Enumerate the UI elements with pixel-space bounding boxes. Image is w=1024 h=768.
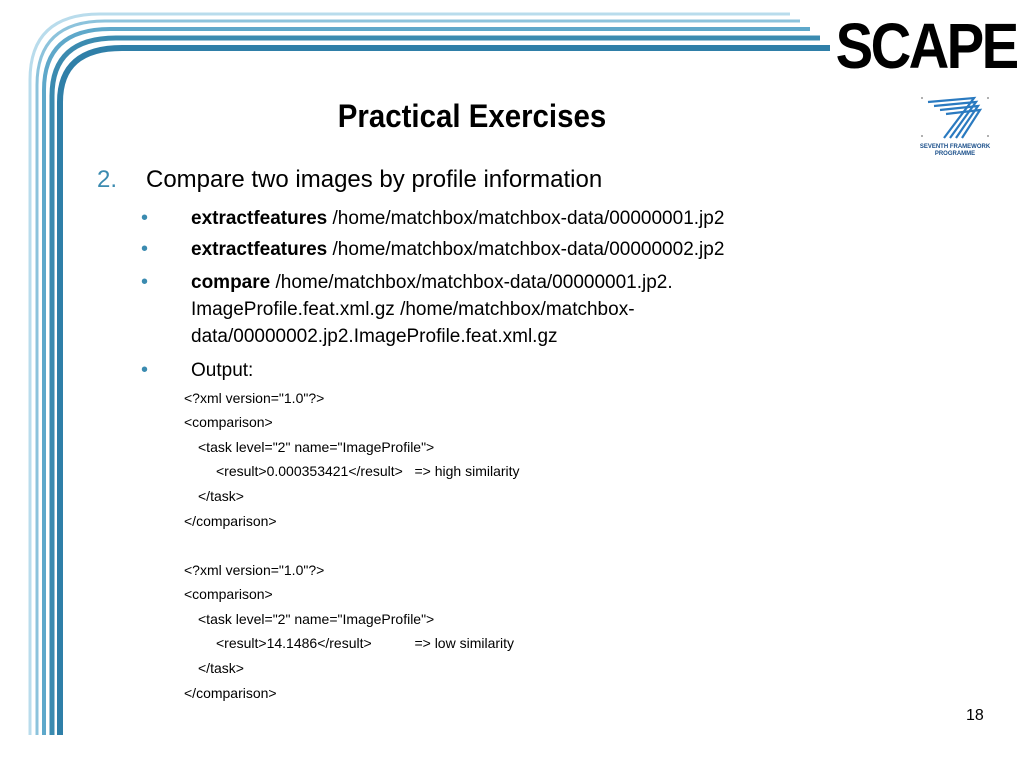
item-number: 2.: [97, 166, 118, 193]
command-args: /home/matchbox/matchbox-data/00000001.jp2: [327, 208, 725, 229]
code-line: </comparison>: [184, 513, 277, 529]
code-line: </comparison>: [184, 685, 277, 701]
bullet-icon: •: [141, 238, 149, 260]
code-line: <task level="2" name="ImageProfile">: [198, 611, 435, 627]
code-line: </task>: [198, 660, 244, 676]
code-line: </task>: [198, 488, 244, 504]
numbered-item: [97, 166, 602, 194]
fp7-line1: SEVENTH FRAMEWORK: [919, 144, 991, 150]
command-args-line2: ImageProfile.feat.xml.gz /home/matchbox/matchbox-: [191, 299, 635, 320]
arc-5: [60, 48, 830, 735]
bullet-icon: •: [141, 207, 149, 229]
scape-logo: SCAPE: [835, 10, 1016, 82]
command-args: /home/matchbox/matchbox-data/00000002.jp2: [327, 239, 725, 260]
command-args-line3: data/00000002.jp2.ImageProfile.feat.xml.gz: [191, 326, 558, 347]
page-number: 18: [966, 707, 984, 724]
bullet-item: [191, 236, 724, 263]
bullet-icon: •: [141, 359, 149, 381]
fp7-logo: [914, 92, 996, 162]
command-name: extractfeatures: [191, 239, 328, 260]
code-line: <?xml version="1.0"?>: [184, 390, 325, 406]
code-line: <result>14.1486</result> => low similarity: [216, 635, 515, 651]
bullet-icon: •: [141, 271, 149, 293]
command-name: compare: [191, 272, 271, 293]
bullet-item-output: Output:: [191, 360, 254, 381]
code-line: <comparison>: [184, 414, 273, 430]
item-text: Compare two images by profile information: [146, 166, 603, 193]
code-line: <comparison>: [184, 586, 273, 602]
command-name: extractfeatures: [191, 208, 328, 229]
code-line: <task level="2" name="ImageProfile">: [198, 439, 435, 455]
command-args: /home/matchbox/matchbox-data/00000001.jp2.: [270, 272, 673, 293]
bullet-item: [191, 205, 724, 232]
page-title: Practical Exercises: [337, 98, 607, 134]
arc-4: [52, 38, 820, 735]
fp7-emblem-icon: [914, 92, 996, 142]
code-line: <?xml version="1.0"?>: [184, 562, 325, 578]
code-line: <result>0.000353421</result> => high similarity: [216, 463, 520, 479]
fp7-logo-text: [914, 144, 996, 158]
bullet-item: [191, 269, 673, 350]
fp7-line2: PROGRAMME: [934, 151, 976, 157]
